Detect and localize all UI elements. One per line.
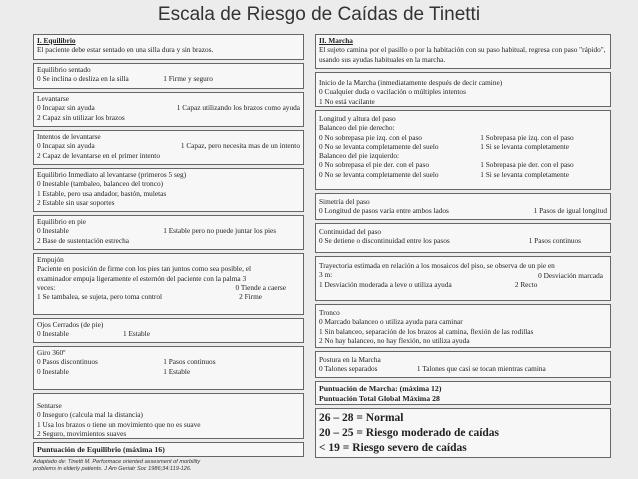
item-title: Inicio de la Marcha (inmediatamente después de decir camine) <box>319 78 503 87</box>
item-title: Sentarse <box>37 401 62 410</box>
item-sentarse <box>33 393 304 439</box>
section-heading: II. Marcha <box>319 36 353 45</box>
option-1: 1 Talones que casi se tocan mientras camina <box>416 364 546 374</box>
page-title: Escala de Riesgo de Caídas de Tinetti <box>157 4 481 25</box>
option-2: 2 Seguro, movimientos suaves <box>37 428 127 438</box>
option-0: 0 Incapaz sin ayuda <box>37 141 95 151</box>
option-1: 1 Capaz, pero necesita mas de un intento <box>180 141 300 151</box>
option-1: 1 No está vacilante <box>319 96 375 106</box>
item-equilibrio-en-pie <box>33 215 304 250</box>
item-postura-marcha <box>315 351 611 378</box>
item-levantarse <box>33 92 304 127</box>
item-longitud-paso <box>315 110 611 190</box>
citation-line: Adaptado de: Tinetti M. Performace oriented assesment of morbility <box>33 459 201 465</box>
item-equilibrio-sentado <box>33 63 304 89</box>
item-simetria-paso <box>315 193 611 220</box>
option-0: 0 Inestable <box>37 366 69 376</box>
option-2: 2 Firme <box>239 292 262 302</box>
option-2: 2 No hay balanceo, no hay flexión, no utiliza ayuda <box>319 335 470 345</box>
item-title: Equilibrio sentado <box>37 65 91 74</box>
item-title: Equilibrio en pie <box>37 217 87 226</box>
option-0: 0 Se inclina o desliza en la silla <box>37 74 129 84</box>
total-score-label: Puntuación Total Global Máxima 28 <box>319 394 440 403</box>
section-heading: I. Equilibrio <box>37 36 76 45</box>
option-1: 1 Estable pero no puede juntar los pies <box>163 226 277 236</box>
option-1: 1 Pasos de igual longitud <box>533 206 607 216</box>
item-title: Equilibrio Inmediato al levantarse (primeros 5 seg) <box>37 170 187 179</box>
equilibrio-header-box <box>33 34 304 60</box>
subitem-title: Balanceo del pie izquierdo: <box>319 151 400 161</box>
section-intro: El sujeto camina por el pasillo o por la habitación con su paso habitual, regresa con paso "rápido", usando sus ayudas habituales en la marcha. <box>319 45 606 64</box>
option-0: 0 Pasos discontinuos <box>37 357 98 367</box>
option-0: 0 Inseguro (calcula mal la distancia) <box>37 410 143 420</box>
option-1: 1 Sobrepasa pie der. con el paso <box>480 160 574 170</box>
option-0: 0 Inestable <box>37 226 69 236</box>
item-trayectoria <box>315 256 611 301</box>
item-title: Levantarse <box>37 94 70 103</box>
option-0: 0 No se levanta completamente del suelo <box>319 169 439 179</box>
equilibrio-score-box <box>33 442 304 457</box>
item-inicio-marcha <box>315 72 611 107</box>
option-1: 1 Sin balanceo, separación de los brazos al camina, flexión de las rodillas <box>319 326 534 336</box>
item-title: Continuidad del paso <box>319 227 382 236</box>
option-0: 0 No sobrepasa el pie der. con el paso <box>319 160 430 170</box>
option-1: 1 Usa los brazos o tiene un movimiento que no es suave <box>37 419 201 429</box>
option-1: 1 Si se levanta completamente <box>480 169 570 179</box>
item-tronco <box>315 304 611 348</box>
item-title: Tronco <box>319 308 340 317</box>
option-0: 0 Longitud de pasos varía entre ambos lados <box>319 206 449 216</box>
item-ojos-cerrados <box>33 318 304 343</box>
option-2: 2 Capaz sin utilizar los brazos <box>37 112 125 122</box>
item-title: Giro 360º <box>37 348 66 357</box>
results-box <box>315 408 611 458</box>
option-2: 2 Base de sustentación estrecha <box>37 235 129 245</box>
option-0: 0 No sobrepasa pie izq. con el paso <box>319 132 422 142</box>
item-title: Empujón <box>37 255 64 264</box>
item-continuidad-paso <box>315 223 611 253</box>
item-title: Ojos Cerrados (de pie) <box>37 320 104 329</box>
result-normal: 26 – 28 = Normal <box>319 412 404 424</box>
option-0: 0 Se detiene o discontinuidad entre los pasos <box>319 236 450 246</box>
option-1: 1 Capaz utilizando los brazos como ayuda <box>176 103 300 113</box>
option-1: 1 Estable <box>123 329 150 339</box>
option-1: 1 Firme y seguro <box>163 74 213 84</box>
option-1: 1 Sobrepasa pie izq. con el paso <box>480 132 574 142</box>
marcha-score-label: Puntuación de Marcha: (máxima 12) <box>319 384 442 393</box>
option-0: 0 Talones separados <box>319 364 378 374</box>
marcha-header-box <box>315 34 611 69</box>
option-0: 0 Tiende a caerse <box>235 283 286 293</box>
option-1: 1 Pasos continuos <box>528 236 581 246</box>
option-1: 1 Si se levanta completamente <box>480 141 570 151</box>
item-giro-360 <box>33 346 304 390</box>
option-1: 1 Desviación moderada a leve o utiliza ayuda <box>319 279 452 289</box>
item-title: Simetría del paso <box>319 197 370 206</box>
item-title: Postura en la Marcha <box>319 355 381 364</box>
subitem-title: Balanceo del pie derecho: <box>319 123 395 133</box>
option-1: 1 Estable, pero usa andador, bastón, muletas <box>37 188 167 198</box>
option-1: 1 Pasos continuos <box>163 357 216 367</box>
option-2: 2 Recto <box>514 279 538 289</box>
option-1: 1 Estable <box>163 366 191 376</box>
marcha-score-box <box>315 381 611 405</box>
option-0: 0 Inestable <box>37 329 69 339</box>
item-intentos <box>33 130 304 165</box>
citation-line: problems in elderly patients. J Am Geriatr Soc 1986;34:119-126. <box>33 466 192 472</box>
option-0: 0 No se levanta completamente del suelo <box>319 141 439 151</box>
option-0: 0 Inestable (tambaleo, balanceo del tronco) <box>37 179 164 189</box>
option-0: 0 Cualquier duda o vacilación o múltiples intentos <box>319 87 466 97</box>
option-0: 0 Desviación marcada <box>538 270 603 280</box>
result-severe-risk: < 19 = Riesgo severo de caídas <box>319 442 467 454</box>
marcha-column <box>315 34 611 461</box>
item-description: Trayectoria estimada en relación a los mosaicos del piso, se observa de un pie en 3 m: <box>319 261 555 280</box>
item-empujon <box>33 253 304 315</box>
option-1: 1 Se tambalea, se sujeta, pero toma control <box>37 292 163 302</box>
item-equilibrio-inmediato <box>33 168 304 212</box>
item-description: Paciente en posición de firme con los pies tan juntos como sea posible, el examinador empuja ligeramente el esternón del paciente con la palma 3 veces: <box>37 264 251 292</box>
item-title: Intentos de levantarse <box>37 132 101 141</box>
citation <box>33 459 304 473</box>
result-moderate-risk: 20 – 25 = Riesgo moderado de caídas <box>319 427 500 439</box>
equilibrio-score-label: Puntuación de Equilibrio (máxima 16) <box>37 445 165 454</box>
section-intro: El paciente debe estar sentado en una silla dura y sin brazos. <box>37 45 214 55</box>
option-0: 0 Marcado balanceo o utiliza ayuda para caminar <box>319 317 463 327</box>
option-0: 0 Incapaz sin ayuda <box>37 103 95 113</box>
option-2: 2 Capaz de levantarse en el primer intento <box>37 150 160 160</box>
equilibrio-column <box>33 34 304 473</box>
item-title: Longitud y altura del paso <box>319 114 396 123</box>
option-2: 2 Estable sin usar soportes <box>37 197 115 207</box>
